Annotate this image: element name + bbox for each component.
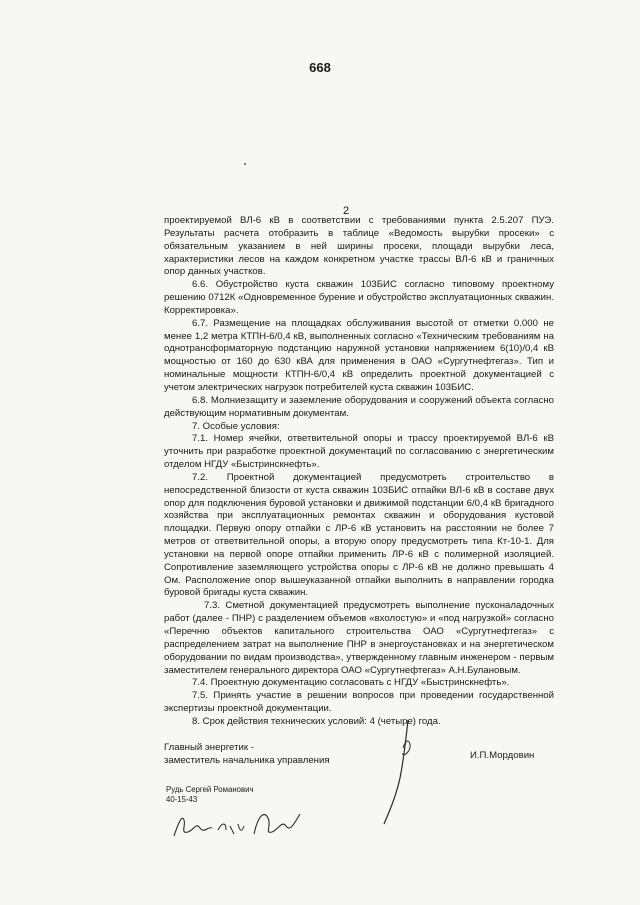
inner-page-number: 2 — [342, 205, 350, 217]
executor-phone: 40-15-43 — [166, 795, 198, 804]
top-page-number: 668 — [309, 60, 331, 75]
paragraph-7-1: 7.1. Номер ячейки, ответвительной опоры и трассу проектируемой ВЛ-6 кВ уточнить при разработке проектной документаций по согласованию с энергетическим отделом НГДУ «Быстринскнефть». — [164, 433, 554, 471]
paragraph-6-7: 6.7. Размещение на площадках обслуживания высотой от отметки 0.000 не менее 1,2 метра КТПН-6/0,4 кВ, выполненных согласно «Техническим требованиям на однотрансформаторную подстанцию наружной установки напряжением 6(10)/0,4 кВ мощностью от 160 до 630 кВА для применения в ОАО «Сургутнефтегаз». Тип и номинальные мощности КТПН-6/0,4 кВ определить проектной документацией с учетом электрических нагрузок потребителей куста скважин 103БИС. — [164, 317, 554, 393]
paragraph-7-3: 7.3. Сметной документацией предусмотреть выполнение пусконаладочных работ (далее - ПНР) с разделением объемов «вхолостую» и «под нагрузкой» согласно «Перечню объектов капитального строительства ОАО «Сургутнефтегаз» с распределением затрат на выполнение ПНР в энергоустановках и на энергетическом оборудовании по видам производства», утвержденному главным инженером - первым заместителем генерального директора ОАО «Сургутнефтегаз» А.Н.Булановым. — [164, 600, 554, 676]
executor-block — [166, 785, 254, 805]
document-body — [164, 215, 554, 729]
paragraph-6-6: 6.6. Обустройство куста скважин 103БИС согласно типовому проектному решению 0712К «Одновременное бурение и обустройство эксплуатационных скважин. Корректировка». — [164, 279, 554, 316]
paragraph-6-8: 6.8. Молниезащиту и заземление оборудования и сооружений объекта согласно действующим нормативным документам. — [164, 394, 554, 419]
section-7-heading: 7. Особые условия: — [192, 420, 280, 432]
paragraph-7-5: 7.5. Принять участие в решении вопросов при проведении государственной экспертизы проектной документации. — [164, 690, 554, 715]
signatory-title — [164, 741, 330, 767]
signatory-title-line1: Главный энергетик - — [164, 742, 254, 753]
paragraph-6-5-continuation: проектируемой ВЛ-6 кВ в соответствии с требованиями пункта 2.5.207 ПУЭ. Результаты расчета отобразить в таблице «Ведомость вырубки просеки» с обязательным указанием в ней ширины просеки, площади вырубки леса, характеристики лесов на каждом конкретном участке трассы ВЛ-6 кВ и граничных опор данных участков. — [164, 215, 554, 278]
section-8: 8. Срок действия технических условий: 4 (четыре) года. — [192, 715, 441, 727]
executor-name: Рудь Сергей Романович — [166, 785, 254, 794]
paragraph-7-2: 7.2. Проектной документацией предусмотреть строительство в непосредственной близости от куста скважин 103БИС отпайки ВЛ-6 кВ в составе двух опор для подключения буровой установки и движимой подстанции 6/0,4 кВ бригадного хозяйства при эксплуатационных ремонтах скважин и оборудования кустовой площадки. Первую опору отпайки с ЛР-6 кВ установить на расстоянии не более 7 метров от ответвительной опоры, а вторую опору предусмотреть типа Кт-10-1. Для установки на первой опоре отпайки применить ЛР-6 кВ с полимерной изоляцией. Сопротивление заземляющего устройства опоры с ЛР-6 кВ не должно превышать 4 Ом. Расположение опор вышеуказанной отпайки выполнить в направлении городка буровой бригады куста скважин. — [164, 471, 554, 599]
signatory-name: И.П.Мордовин — [470, 750, 535, 761]
scan-speck — [244, 163, 246, 165]
signatory-title-line2: заместитель начальника управления — [164, 755, 330, 766]
handwritten-signature — [378, 718, 418, 828]
executor-handwritten-signature — [168, 806, 308, 846]
paragraph-7-4: 7.4. Проектную документацию согласовать с НГДУ «Быстринскнефть». — [192, 677, 510, 689]
